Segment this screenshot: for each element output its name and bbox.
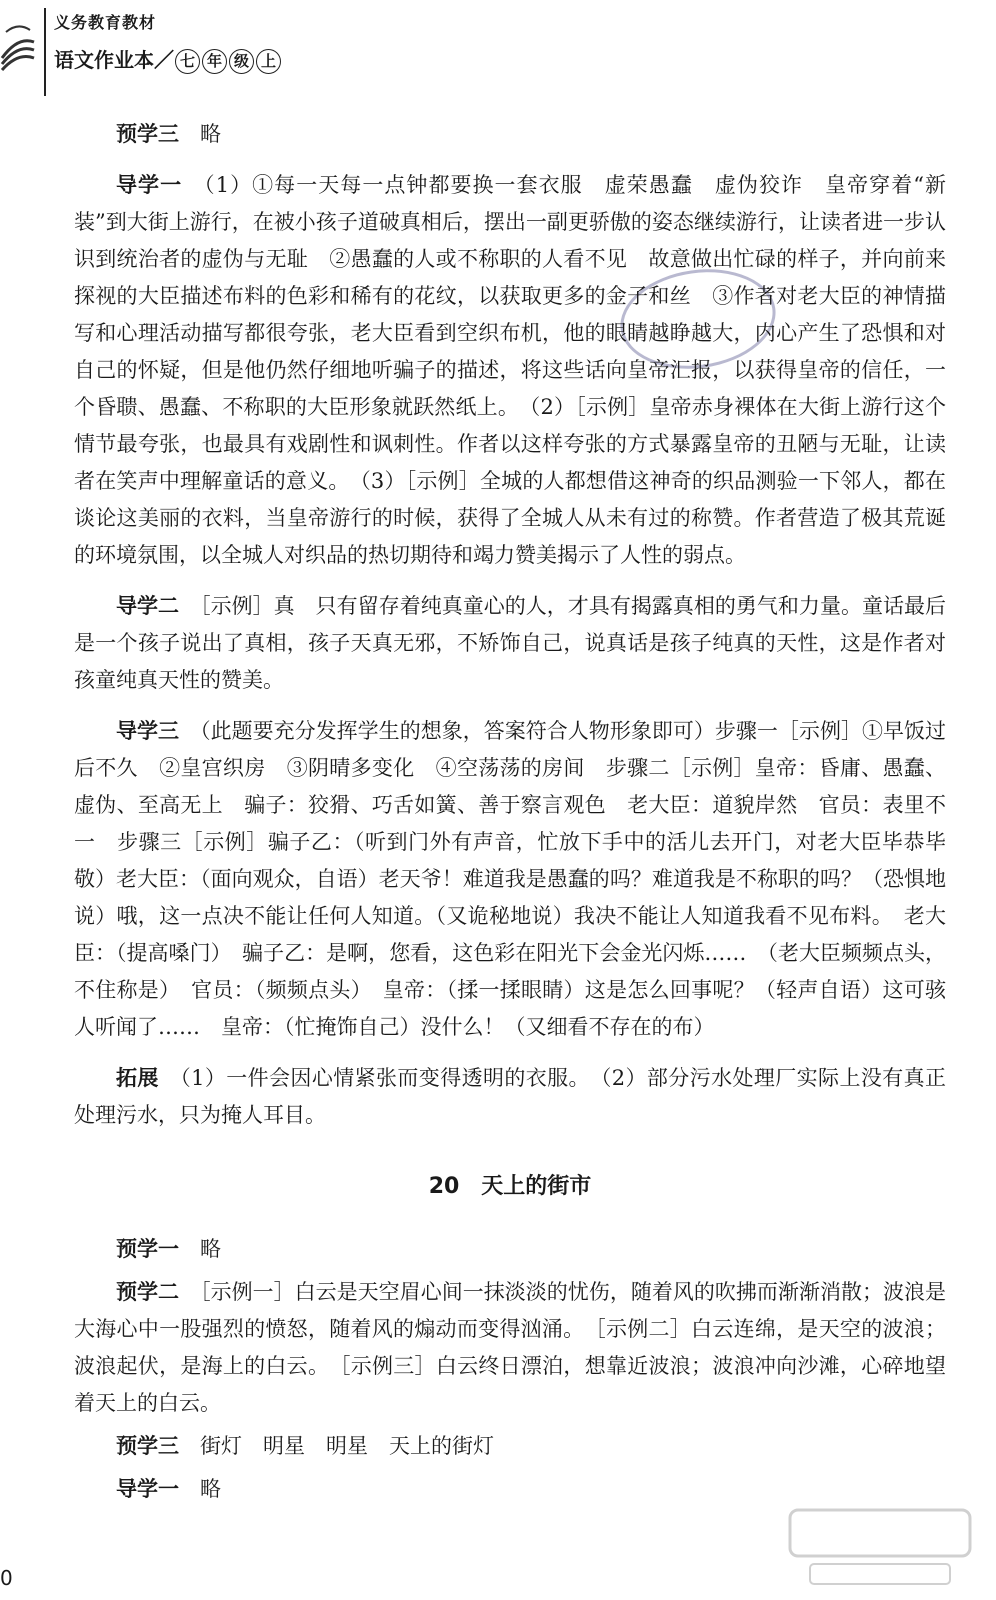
answer-text: 略	[200, 122, 221, 146]
answer-text: 街灯 明星 明星 天上的街灯	[200, 1434, 494, 1458]
grade-char: 七	[175, 49, 200, 74]
answer-text: （此题要充分发挥学生的想象，答案符合人物形象即可）步骤一［示例］①早饭过后不久 ②皇宫织房 ③阴晴多变化 ④空荡荡的房间 步骤二［示例］皇帝：昏庸、愚蠢、虚伪、至高无上 骗子：狡猾、巧舌如簧、善于察言观色 老大臣：道貌岸然 官员：表里不一 步骤三［示例］骗子乙：（听到门外有声音，忙放下手中的活儿去开门，对老大臣毕恭毕敬）老大臣：（面向观众，自语）老天爷！难道我是愚蠢的吗？难道我是不称职的吗？（恐惧地说）哦，这一点决不能让任何人知道。（又诡秘地说）我决不能让人知道我看不见布料。 老大臣：（提高嗓门） 骗子乙：是啊，您看，这色彩在阳光下会金光闪烁…… （老大臣频频点头，不住称是） 官员：（频频点头） 皇帝：（揉一揉眼睛）这是怎么回事呢？（轻声自语）这可骇人听闻了…… 皇帝：（忙掩饰自己）没什么！（又细看不存在的布）	[74, 719, 947, 1039]
item-label: 预学一	[116, 1237, 179, 1261]
page-header	[0, 0, 996, 100]
corner-watermark-logo-icon	[780, 1502, 980, 1592]
answer-content	[74, 116, 946, 1514]
answer-text: ［示例］真 只有留存着纯真童心的人，才具有揭露真相的勇气和力量。童话最后是一个孩子说出了真相，孩子天真无邪，不矫饰自己，说真话是孩子纯真的天性，这是作者对孩童纯真天性的赞美。	[74, 594, 947, 692]
answer-text: 略	[200, 1477, 221, 1501]
answer-text: 略	[200, 1237, 221, 1261]
answer-paragraph	[74, 1274, 946, 1422]
item-label: 导学一	[116, 173, 183, 197]
header-divider	[44, 8, 46, 96]
answer-text: （1）一件会因心情紧张而变得透明的衣服。 （2）部分污水处理厂实际上没有真正处理污水，只为掩人耳目。	[74, 1066, 947, 1127]
publisher-logo-icon	[0, 18, 36, 82]
item-label: 导学一	[116, 1477, 179, 1501]
answer-paragraph	[74, 1231, 946, 1268]
item-label: 预学三	[116, 122, 179, 146]
series-title: 义务教育教材	[54, 13, 157, 32]
answer-paragraph	[74, 588, 946, 699]
answer-paragraph	[74, 713, 946, 1046]
item-label: 预学二	[116, 1280, 180, 1304]
answer-text: ［示例一］白云是天空眉心间一抹淡淡的忧伤，随着风的吹拂而渐渐消散；波浪是大海心中一股强烈的愤怒，随着风的煽动而变得汹涌。 ［示例二］白云连绵，是天空的波浪；波浪起伏，是海上的白云。 ［示例三］白云终日漂泊，想靠近波浪；波浪冲向沙滩，心碎地望着天上的白云。	[74, 1280, 947, 1415]
grade-char: 级	[229, 49, 254, 74]
section-title: 20 天上的街市	[428, 1174, 592, 1199]
item-label: 拓展	[116, 1066, 159, 1090]
answer-paragraph	[74, 167, 946, 574]
answer-text: （1）①每一天每一点钟都要换一套衣服 虚荣愚蠢 虚伪狡诈 皇帝穿着“新装”到大街上游行，在被小孩子道破真相后，摆出一副更骄傲的姿态继续游行，让读者进一步认识到统治者的虚伪与无耻 ②愚蠢的人或不称职的人看不见 故意做出忙碌的样子，并向前来探视的大臣描述布料的色彩和稀有的花纹，以获取更多的金子和丝 ③作者对老大臣的神情描写和心理活动描写都很夸张，老大臣看到空织布机，他的眼睛越睁越大，内心产生了恐惧和对自己的怀疑，但是他仍然仔细地听骗子的描述，将这些话向皇帝汇报，以获得皇帝的信任，一个昏聩、愚蠢、不称职的大臣形象就跃然纸上。 （2）［示例］皇帝赤身裸体在大街上游行这个情节最夸张，也最具有戏剧性和讽刺性。作者以这样夸张的方式暴露皇帝的丑陋与无耻，让读者在笑声中理解童话的意义。 （3）［示例］全城的人都想借这神奇的织品测验一下邻人，都在谈论这美丽的衣料，当皇帝游行的时候，获得了全城人从未有过的称赞。作者营造了极其荒诞的环境氛围，以全城人对织品的热切期待和竭力赞美揭示了人性的弱点。	[74, 173, 947, 567]
answer-paragraph	[74, 116, 946, 153]
item-label: 导学二	[116, 594, 180, 618]
item-label: 导学三	[116, 719, 180, 743]
grade-char: 年	[202, 49, 227, 74]
answer-paragraph	[74, 1060, 946, 1134]
item-label: 预学三	[116, 1434, 179, 1458]
book-title: 语文作业本／ 七 年 级 上	[54, 44, 282, 74]
answer-paragraph	[74, 1428, 946, 1465]
grade-char: 上	[256, 49, 281, 74]
page-number: 0	[0, 1566, 13, 1590]
